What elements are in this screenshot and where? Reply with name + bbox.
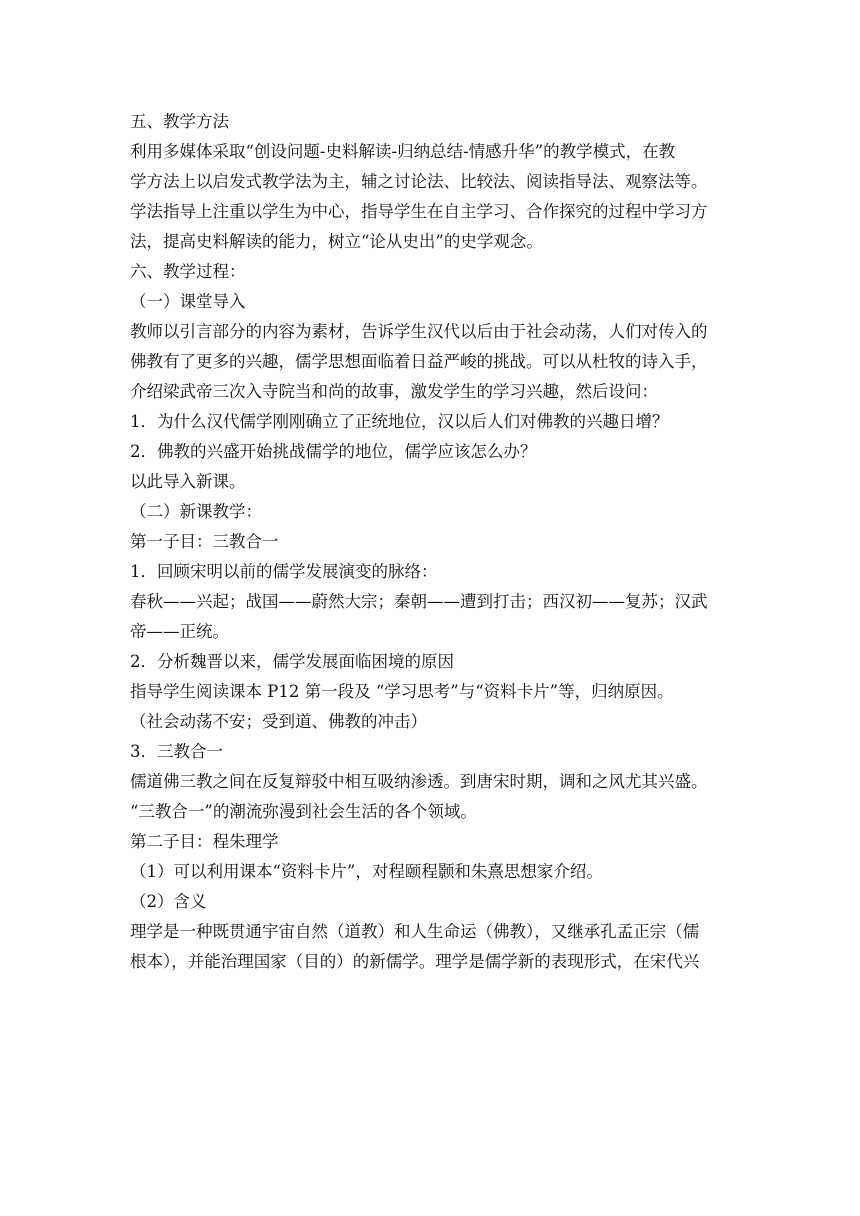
numbered-item: 3．三教合一 (130, 742, 223, 761)
subtopic-heading-neo-confucianism: 第二子目：程朱理学 (130, 832, 279, 851)
numbered-question: 2．佛教的兴盛开始挑战儒学的地位，儒学应该怎么办？ (130, 442, 537, 461)
paragraph-line: 佛教有了更多的兴趣，儒学思想面临着日益严峻的挑战。可以从杜牧的诗入手， (130, 352, 708, 371)
paragraph-line: 介绍梁武帝三次入寺院当和尚的故事，激发学生的学习兴趣，然后设问： (130, 382, 658, 401)
paragraph-line: 帝——正统。 (130, 622, 229, 641)
paragraph-line: 春秋——兴起；战国——蔚然大宗；秦朝——遭到打击；西汉初——复苏；汉武 (130, 592, 708, 611)
paragraph-line: “三教合一”的潮流弥漫到社会生活的各个领域。 (130, 802, 477, 821)
numbered-item: 2．分析魏晋以来，儒学发展面临困境的原因 (130, 652, 454, 671)
paragraph-line: 儒道佛三教之间在反复辩驳中相互吸纳渗透。到唐宋时期，调和之风尤其兴盛。 (130, 772, 708, 791)
paragraph-line: 理学是一种既贯通宇宙自然（道教）和人生命运（佛教），又继承孔孟正宗（儒 (130, 922, 700, 941)
subsection-heading-new-lesson: （二）新课教学： (130, 502, 262, 521)
paragraph-line: 教师以引言部分的内容为素材，告诉学生汉代以后由于社会动荡，人们对传入的 (130, 322, 708, 341)
paragraph-line: 学法指导上注重以学生为中心，指导学生在自主学习、合作探究的过程中学习方 (130, 202, 708, 221)
section-heading-teaching-process: 六、教学过程： (130, 262, 246, 281)
paragraph-line: 以此导入新课。 (130, 472, 246, 491)
subsection-heading-introduction: （一）课堂导入 (130, 292, 246, 311)
numbered-item: 1．回顾宋明以前的儒学发展演变的脉络： (130, 562, 438, 581)
paragraph-line: 学方法上以启发式教学法为主，辅之讨论法、比较法、阅读指导法、观察法等。 (130, 172, 708, 191)
paragraph-line: （社会动荡不安；受到道、佛教的冲击） (130, 712, 427, 731)
subtopic-heading-three-teachings: 第一子目：三教合一 (130, 532, 279, 551)
paragraph-line: 指导学生阅读课本 P12 第一段及 “学习思考”与“资料卡片”等，归纳原因。 (130, 682, 674, 701)
numbered-item: （2）含义 (130, 892, 207, 911)
numbered-item: （1）可以利用课本“资料卡片”，对程颐程颢和朱熹思想家介绍。 (130, 862, 603, 881)
numbered-question: 1．为什么汉代儒学刚刚确立了正统地位，汉以后人们对佛教的兴趣日增？ (130, 412, 669, 431)
section-heading-teaching-methods: 五、教学方法 (130, 112, 229, 131)
paragraph-line: 利用多媒体采取“创设问题-史料解读-归纳总结-情感升华”的教学模式，在教 (130, 142, 676, 161)
paragraph-line: 根本），并能治理国家（目的）的新儒学。理学是儒学新的表现形式，在宋代兴 (130, 952, 700, 971)
document-page (130, 107, 738, 977)
paragraph-line: 法，提高史料解读的能力，树立“论从史出”的史学观念。 (130, 232, 543, 251)
